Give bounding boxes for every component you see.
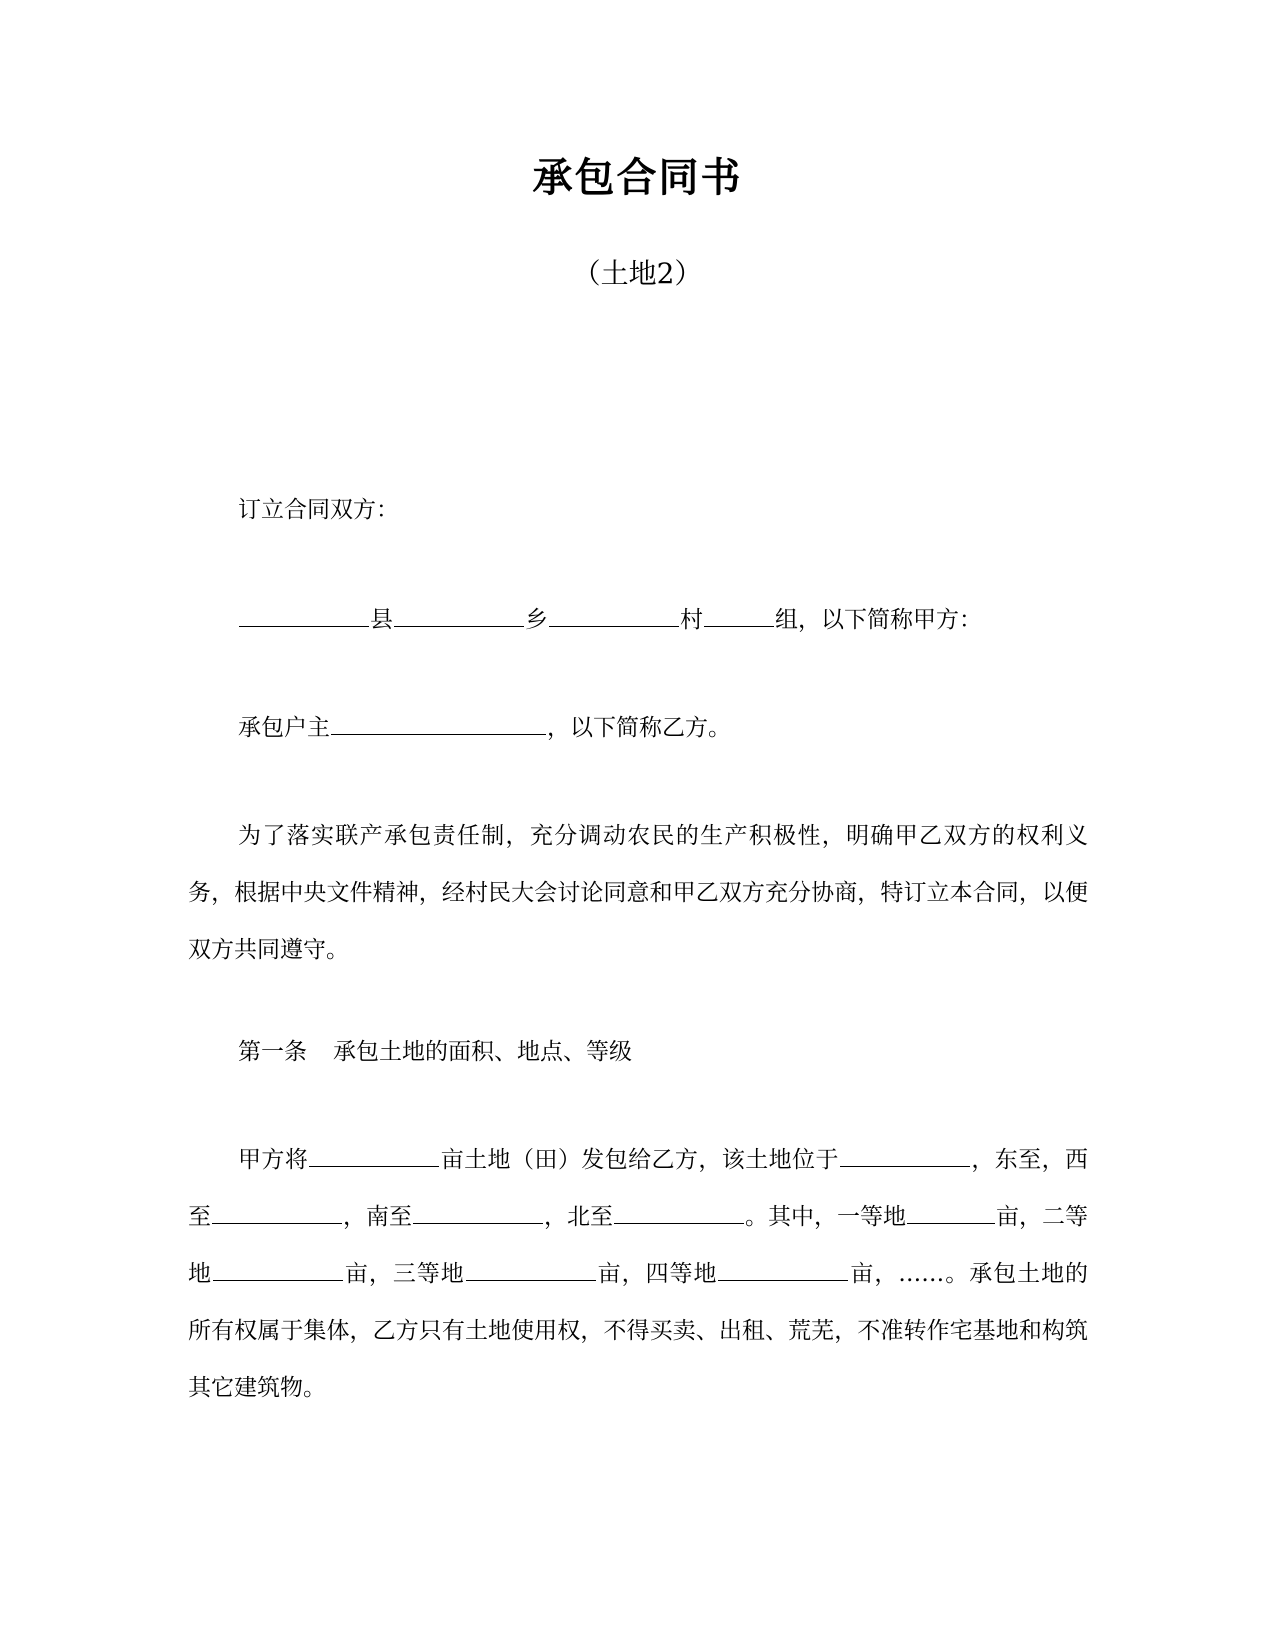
article1-text: ，西至 — [188, 1147, 1089, 1230]
article1-paragraph — [188, 1132, 1088, 1417]
group-label: 组，以下简称甲方： — [775, 607, 982, 633]
article1-text: 亩，……。承包土地的所有权属于集体，乙方只有土地使用权，不得买卖、出租、荒芜，不准转作宅基地和构筑其它建筑物。 — [188, 1261, 1089, 1401]
household-head-blank[interactable] — [331, 710, 546, 735]
article1-text: ，北至 — [544, 1204, 613, 1230]
article1-text: 亩，三等地 — [343, 1261, 465, 1287]
party-b-prefix: 承包户主 — [238, 715, 330, 741]
grade1-area-blank[interactable] — [907, 1199, 995, 1224]
south-boundary-blank[interactable] — [413, 1199, 543, 1224]
parties-intro: 订立合同双方： — [238, 497, 399, 523]
article1-text: ，南至 — [343, 1204, 412, 1230]
article1-text: 甲方将 — [238, 1147, 309, 1173]
village-label: 村 — [680, 607, 703, 633]
article1-text: 亩，二等地 — [188, 1204, 1088, 1287]
document-title: 承包合同书 — [532, 155, 743, 201]
location-blank[interactable] — [840, 1142, 970, 1167]
grade3-area-blank[interactable] — [466, 1256, 596, 1281]
article1-text: ，东至 — [970, 1147, 1042, 1173]
west-boundary-blank[interactable] — [212, 1199, 342, 1224]
article1-text: 。其中，一等地 — [745, 1204, 906, 1230]
village-blank[interactable] — [549, 602, 679, 627]
party-b-suffix: ，以下简称乙方。 — [547, 715, 731, 741]
party-b-line — [188, 700, 1088, 757]
article1-text: 亩，四等地 — [596, 1261, 718, 1287]
total-area-blank[interactable] — [309, 1142, 439, 1167]
town-blank[interactable] — [394, 602, 524, 627]
article1-heading — [188, 1024, 1088, 1081]
document-subtitle: （土地2） — [572, 257, 703, 290]
party-a-line — [188, 592, 1088, 649]
article1-heading-text: 承包土地的面积、地点、等级 — [333, 1039, 632, 1065]
preamble-paragraph: 为了落实联产承包责任制，充分调动农民的生产积极性，明确甲乙双方的权利义务，根据中央文件精神，经村民大会讨论同意和甲乙双方充分协商，特订立本合同，以便双方共同遵守。 — [188, 823, 1088, 963]
county-blank[interactable] — [239, 602, 369, 627]
town-label: 乡 — [525, 607, 548, 633]
grade2-area-blank[interactable] — [213, 1256, 343, 1281]
article1-number: 第一条 — [238, 1039, 307, 1065]
article1-text: 亩土地（田）发包给乙方，该土地位于 — [440, 1147, 839, 1173]
grade4-area-blank[interactable] — [718, 1256, 848, 1281]
county-label: 县 — [370, 607, 393, 633]
north-boundary-blank[interactable] — [614, 1199, 744, 1224]
group-blank[interactable] — [704, 602, 774, 627]
